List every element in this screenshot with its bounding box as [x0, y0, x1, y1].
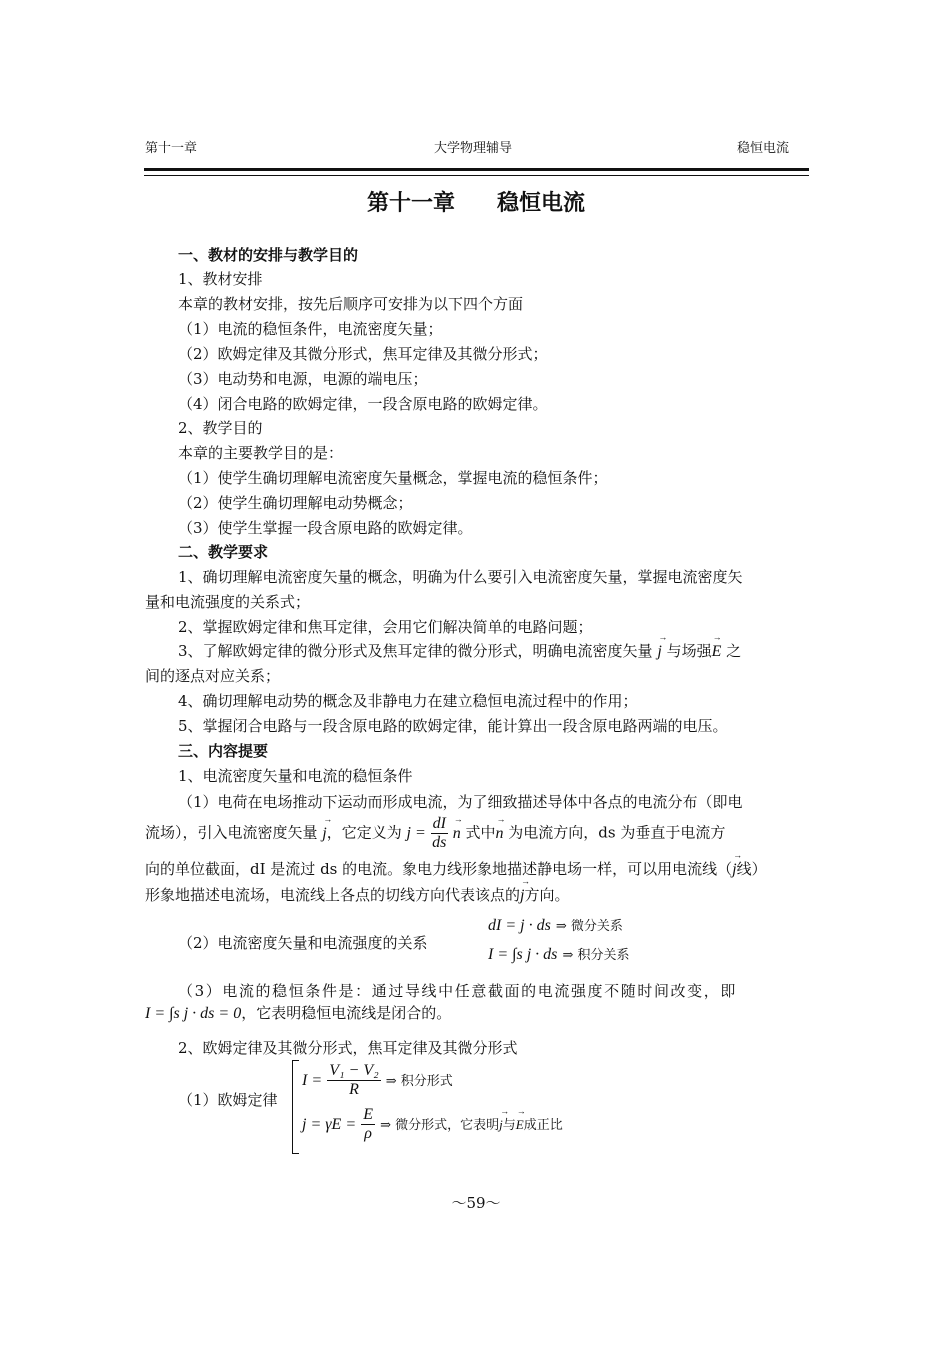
- text: 与场强: [666, 642, 712, 660]
- sub-heading: 1、电流密度矢量和电流的稳恒条件: [178, 767, 413, 785]
- list-item: （2）使学生确切理解电动势概念；: [178, 494, 413, 512]
- fraction-dI-ds: $\frac{dI}{ds}$: [432, 815, 447, 851]
- text: 为电流方向，ds 为垂直于电流方: [508, 823, 726, 842]
- vector-j: → j: [520, 887, 524, 905]
- vector-n: → n: [453, 825, 461, 843]
- vector-j: → j: [732, 861, 736, 879]
- text: ，它定义为: [326, 823, 402, 842]
- vector-j: → j: [657, 643, 661, 661]
- paragraph: 本章的教材安排，按先后顺序可安排为以下四个方面: [178, 295, 524, 313]
- text: 方向。: [524, 886, 570, 904]
- bracket: [292, 1060, 299, 1154]
- title-chapter: 第十一章: [366, 191, 455, 216]
- header-rule-thin: [144, 175, 809, 176]
- text: 式中: [465, 823, 496, 842]
- equation-integral: I = ∫s j · ds ⇒ 积分关系: [488, 946, 630, 963]
- equation-differential: dI = j · ds ⇒ 微分关系: [488, 917, 623, 934]
- list-item: （1）电流的稳恒条件，电流密度矢量；: [178, 320, 443, 338]
- equation-ohm-differential: j = γE = $\frac{E}{\rho}$ ⇒ 微分形式，它表明→ j与→ E成正比: [302, 1106, 563, 1143]
- vector-E: → E: [712, 643, 722, 661]
- vector-n: → n: [495, 825, 503, 843]
- header-left: 第十一章: [145, 141, 198, 156]
- list-item: （1）使学生确切理解电流密度矢量概念，掌握电流的稳恒条件；: [178, 469, 608, 487]
- header-center: 大学物理辅导: [434, 141, 513, 156]
- sub-heading: 2、欧姆定律及其微分形式，焦耳定律及其微分形式: [178, 1039, 518, 1057]
- list-item: （2）欧姆定律及其微分形式，焦耳定律及其微分形式；: [178, 345, 548, 363]
- paragraph: [145, 884, 569, 905]
- section-heading-1: 一、教材的安排与教学目的: [178, 246, 359, 264]
- paragraph: 5、掌握闭合电路与一段含原电路的欧姆定律，能计算出一段含原电路两端的电压。: [178, 717, 728, 735]
- paragraph: 1、确切理解电流密度矢量的概念，明确为什么要引入电流密度矢量，掌握电流密度矢: [178, 568, 743, 586]
- text: 形象地描述电流场，电流线上各点的切线方向代表该点的: [145, 886, 521, 904]
- list-item: （3）使学生掌握一段含原电路的欧姆定律。: [178, 519, 473, 537]
- paragraph: （2）电流密度矢量和电流强度的关系: [178, 934, 428, 952]
- list-item: （3）电动势和电源，电源的端电压；: [178, 370, 428, 388]
- sub-heading: 2、教学目的: [178, 419, 263, 437]
- section-heading-3: 三、内容提要: [178, 742, 269, 760]
- paragraph: 本章的主要教学目的是：: [178, 444, 344, 462]
- paragraph: [145, 815, 725, 852]
- text: 3、了解欧姆定律的微分形式及焦耳定律的微分形式，明确电流密度矢量: [178, 642, 653, 660]
- text: 流场），引入电流密度矢量: [145, 823, 318, 842]
- text: 向的单位截面，dI 是流过 ds 的电流。象电力线形象地描述静电场一样，可以用电流线（: [145, 860, 733, 878]
- title-topic: 稳恒电流: [497, 191, 586, 216]
- paragraph: 4、确切理解电动势的概念及非静电力在建立稳恒电流过程中的作用；: [178, 692, 638, 710]
- paragraph: （3）电流的稳恒条件是：通过导线中任意截面的电流强度不随时间改变，即: [178, 982, 737, 1000]
- paragraph: [178, 640, 741, 661]
- text: 之: [726, 642, 742, 660]
- paragraph: [145, 1002, 451, 1023]
- list-item: （4）闭合电路的欧姆定律，一段含原电路的欧姆定律。: [178, 395, 548, 413]
- paragraph: 量和电流强度的关系式；: [145, 593, 311, 611]
- paragraph: （1）电荷在电场推动下运动而形成电流，为了细致描述导体中各点的电流分布（即电: [178, 793, 743, 811]
- header-right: 稳恒电流: [737, 141, 790, 156]
- equation-lhs: j =: [406, 824, 426, 842]
- equation-ohm-integral: I = $\frac{\text{V₁ − V₂}}{R}$ ⇒ 积分形式: [302, 1062, 453, 1098]
- header-rule-thick: [144, 168, 809, 171]
- section-heading-2: 二、教学要求: [178, 543, 269, 561]
- paragraph: 间的逐点对应关系；: [145, 667, 281, 685]
- sub-heading: 1、教材安排: [178, 270, 263, 288]
- equation-steady: I = ∫s j · ds = 0: [145, 1005, 242, 1022]
- page-number: ～59～: [451, 1194, 501, 1212]
- paragraph: 2、掌握欧姆定律和焦耳定律，会用它们解决简单的电路问题；: [178, 618, 593, 636]
- text: 线）: [736, 860, 767, 878]
- paragraph: （1）欧姆定律: [178, 1091, 278, 1109]
- text: ，它表明稳恒电流线是闭合的。: [241, 1004, 452, 1022]
- vector-j: → j: [322, 825, 326, 843]
- paragraph: [145, 858, 767, 879]
- page-title: [0, 186, 952, 217]
